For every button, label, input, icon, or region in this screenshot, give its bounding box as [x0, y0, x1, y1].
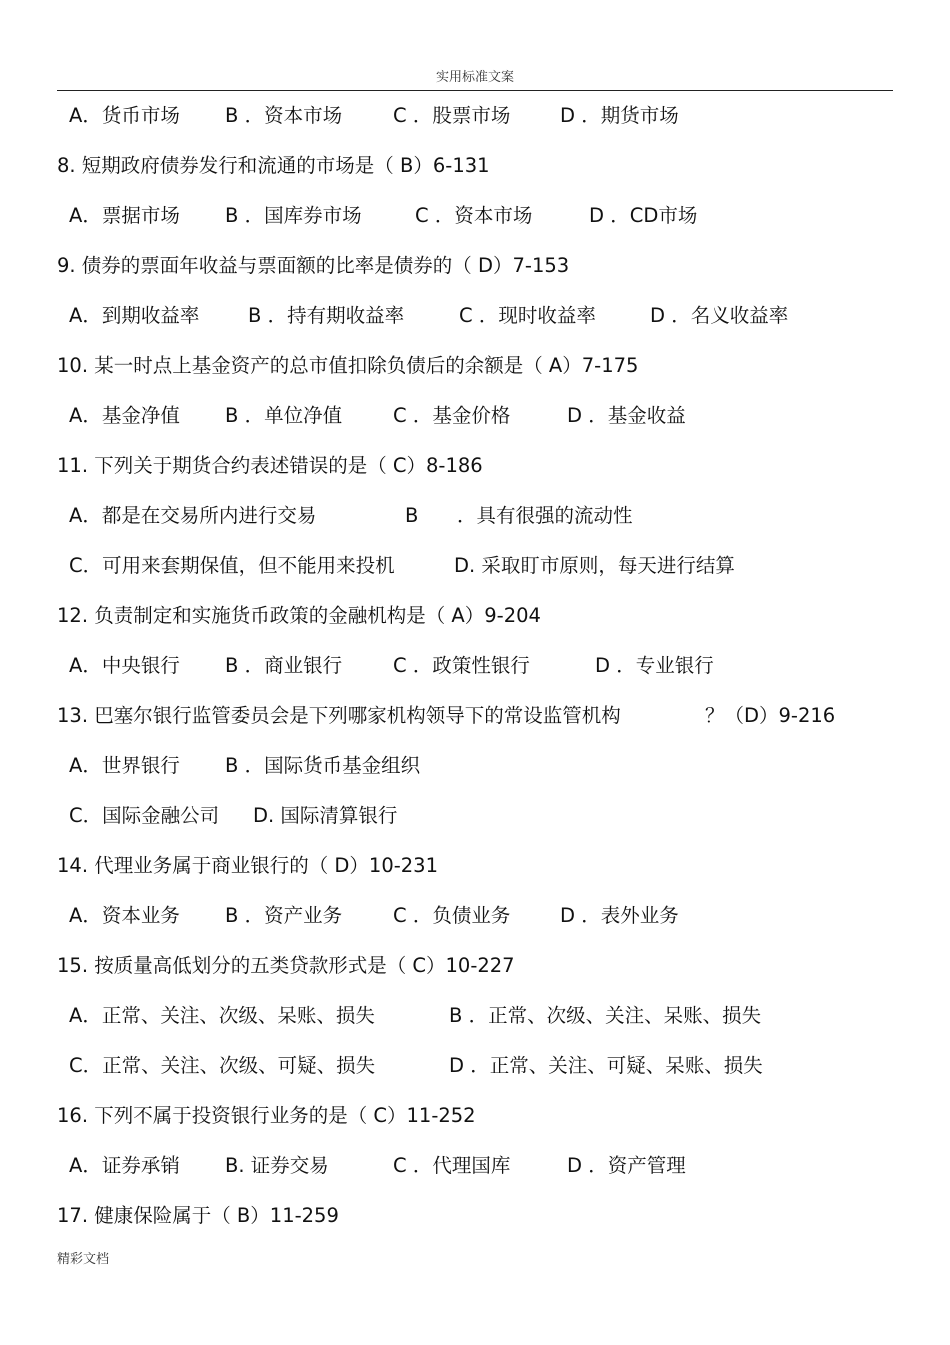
option-text: C ．资本市场	[415, 204, 533, 227]
option-text: C．可用来套期保值，但不能用来投机	[69, 554, 395, 577]
page-header: 实用标准文案	[435, 70, 514, 85]
option-line	[57, 301, 907, 351]
option-text: C ．负债业务	[393, 904, 511, 927]
question-line	[57, 701, 907, 751]
question-line	[57, 1201, 907, 1251]
option-text: B ．单位净值	[225, 404, 343, 427]
option-text: C ．现时收益率	[459, 304, 596, 327]
question-text: 8. 短期政府债券发行和流通的市场是（ B）6-131	[57, 154, 490, 177]
option-text: D ．专业银行	[595, 654, 714, 677]
option-text: C．国际金融公司	[69, 804, 220, 827]
option-text: C ．政策性银行	[393, 654, 530, 677]
question-text: 13. 巴塞尔银行监管委员会是下列哪家机构领导下的常设监管机构	[57, 704, 621, 727]
option-text: B ．正常、次级、关注、呆账、损失	[449, 1004, 762, 1027]
question-line	[57, 251, 907, 301]
question-text: 12. 负责制定和实施货币政策的金融机构是（ A）9-204	[57, 604, 541, 627]
question-list	[57, 101, 907, 1251]
option-line	[57, 901, 907, 951]
option-text: D ．期货市场	[560, 104, 679, 127]
option-text: A．正常、关注、次级、呆账、损失	[69, 1004, 375, 1027]
question-line	[57, 851, 907, 901]
option-text: B ．持有期收益率	[248, 304, 405, 327]
option-text: D. 国际清算银行	[253, 804, 398, 827]
question-text: 16. 下列不属于投资银行业务的是（ C）11-252	[57, 1104, 476, 1127]
option-line	[57, 401, 907, 451]
option-line	[57, 201, 907, 251]
question-text: ？（D）9-216	[705, 704, 836, 727]
option-text: B	[405, 504, 419, 527]
option-text: C．正常、关注、次级、可疑、损失	[69, 1054, 376, 1077]
option-text: B ．商业银行	[225, 654, 343, 677]
option-line	[57, 801, 907, 851]
option-line	[57, 501, 907, 551]
question-text: 17. 健康保险属于（ B）11-259	[57, 1204, 339, 1227]
option-line	[57, 651, 907, 701]
option-text: A．证券承销	[69, 1154, 180, 1177]
option-text: D ．正常、关注、可疑、呆账、损失	[449, 1054, 763, 1077]
option-line	[57, 1151, 907, 1201]
option-line	[57, 551, 907, 601]
header-rule	[57, 90, 893, 91]
question-text: 11. 下列关于期货合约表述错误的是（ C）8-186	[57, 454, 483, 477]
option-text: B. 证券交易	[225, 1154, 329, 1177]
question-line	[57, 451, 907, 501]
option-text: D ．基金收益	[567, 404, 686, 427]
option-line	[57, 101, 907, 151]
option-text: D ．资产管理	[567, 1154, 686, 1177]
option-text: A．票据市场	[69, 204, 180, 227]
option-text: C ．代理国库	[393, 1154, 511, 1177]
option-text: A．中央银行	[69, 654, 180, 677]
option-text: A．到期收益率	[69, 304, 200, 327]
option-text: C ．基金价格	[393, 404, 511, 427]
option-text: C ．股票市场	[393, 104, 511, 127]
question-line	[57, 151, 907, 201]
option-line	[57, 751, 907, 801]
question-text: 10. 某一时点上基金资产的总市值扣除负债后的余额是（ A）7-175	[57, 354, 639, 377]
option-text: A．都是在交易所内进行交易	[69, 504, 317, 527]
option-text: A．基金净值	[69, 404, 180, 427]
option-text: B ．国库券市场	[225, 204, 362, 227]
option-text: A．资本业务	[69, 904, 180, 927]
question-text: 15. 按质量高低划分的五类贷款形式是（ C）10-227	[57, 954, 515, 977]
question-line	[57, 601, 907, 651]
option-text: B ．国际货币基金组织	[225, 754, 421, 777]
question-text: 14. 代理业务属于商业银行的（ D）10-231	[57, 854, 438, 877]
question-line	[57, 1101, 907, 1151]
option-text: D. 采取盯市原则，每天进行结算	[454, 554, 735, 577]
option-text: D ．名义收益率	[650, 304, 789, 327]
option-text: ．具有很强的流动性	[457, 504, 633, 527]
option-text: D ．CD市场	[589, 204, 698, 227]
option-text: A．世界银行	[69, 754, 180, 777]
option-text: B ．资产业务	[225, 904, 343, 927]
page-footer: 精彩文档	[57, 1252, 110, 1267]
option-text: A．货币市场	[69, 104, 180, 127]
option-text: B ．资本市场	[225, 104, 343, 127]
option-text: D ．表外业务	[560, 904, 679, 927]
question-line	[57, 951, 907, 1001]
option-line	[57, 1051, 907, 1101]
option-line	[57, 1001, 907, 1051]
question-text: 9. 债券的票面年收益与票面额的比率是债券的（ D）7-153	[57, 254, 570, 277]
question-line	[57, 351, 907, 401]
